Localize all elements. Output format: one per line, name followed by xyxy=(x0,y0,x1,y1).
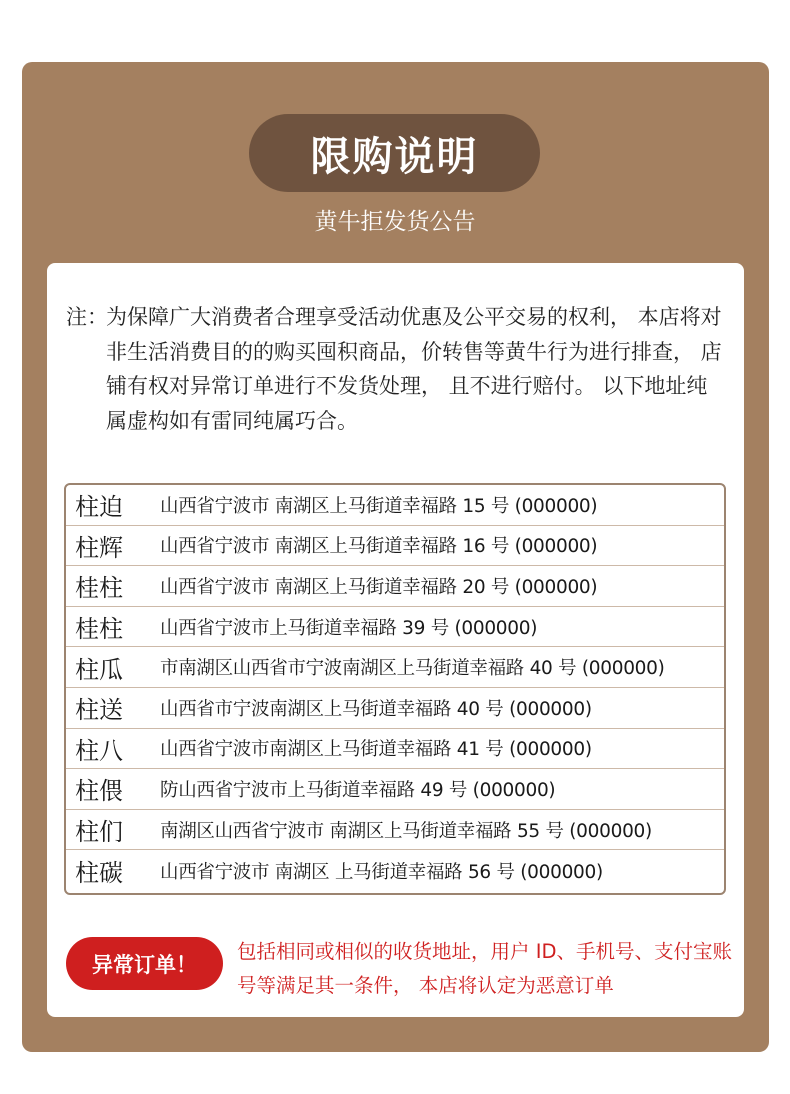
address-text: 山西省宁波市 南湖区上马街道幸福路 20 号 (000000) xyxy=(160,576,598,598)
table-row xyxy=(66,647,724,688)
address-name: 柱偎 xyxy=(75,777,123,806)
table-row xyxy=(66,850,724,891)
address-text: 山西省市宁波南湖区上马街道幸福路 40 号 (000000) xyxy=(160,698,592,720)
address-text: 山西省宁波市 南湖区上马街道幸福路 16 号 (000000) xyxy=(160,536,598,558)
address-text: 山西省宁波市南湖区上马街道幸福路 41 号 (000000) xyxy=(160,739,592,761)
table-row xyxy=(66,526,724,567)
table-row xyxy=(66,729,724,770)
address-text: 南湖区山西省宁波市 南湖区上马街道幸福路 55 号 (000000) xyxy=(160,820,652,842)
notice-text: 为保障广大消费者合理享受活动优惠及公平交易的权利， 本店将对非生活消费目的的购买囤积商品，价转售等黄牛行为进行排查， 店铺有权对异常订单进行不发货处理， 且不进行赔付。 以下地址纯属虚构如有雷同纯属巧合。 xyxy=(106,305,722,433)
address-text: 市南湖区山西省市宁波南湖区上马街道幸福路 40 号 (000000) xyxy=(160,658,665,680)
address-text: 山西省宁波市上马街道幸福路 39 号 (000000) xyxy=(160,617,538,639)
warning-text: 包括相同或相似的收货地址，用户 ID、手机号、支付宝账号等满足其一条件， 本店将认定为恶意订单 xyxy=(237,940,732,997)
address-name: 桂柱 xyxy=(75,615,123,644)
address-name: 柱碳 xyxy=(75,859,123,888)
address-name: 柱瓜 xyxy=(75,655,123,684)
table-row xyxy=(66,566,724,607)
address-name: 柱们 xyxy=(75,818,123,847)
address-name: 柱迫 xyxy=(75,493,123,522)
page-subtitle: 黄牛拒发货公告 xyxy=(314,209,476,235)
address-name: 柱辉 xyxy=(75,533,123,562)
table-row xyxy=(66,485,724,526)
address-table xyxy=(64,483,726,895)
abnormal-order-badge: 异常订单！ xyxy=(66,937,223,990)
table-row xyxy=(66,607,724,648)
address-text: 山西省宁波市 南湖区 上马街道幸福路 56 号 (000000) xyxy=(160,861,603,883)
notice-label: 注： xyxy=(66,305,108,329)
address-text: 山西省宁波市 南湖区上马街道幸福路 15 号 (000000) xyxy=(160,495,598,517)
address-name: 桂柱 xyxy=(75,574,123,603)
address-name: 柱送 xyxy=(75,696,123,725)
page-title: 限购说明 xyxy=(249,114,540,192)
table-row xyxy=(66,688,724,729)
table-row xyxy=(66,769,724,810)
address-text: 防山西省宁波市上马街道幸福路 49 号 (000000) xyxy=(160,779,556,801)
table-row xyxy=(66,810,724,851)
address-name: 柱八 xyxy=(75,736,123,765)
